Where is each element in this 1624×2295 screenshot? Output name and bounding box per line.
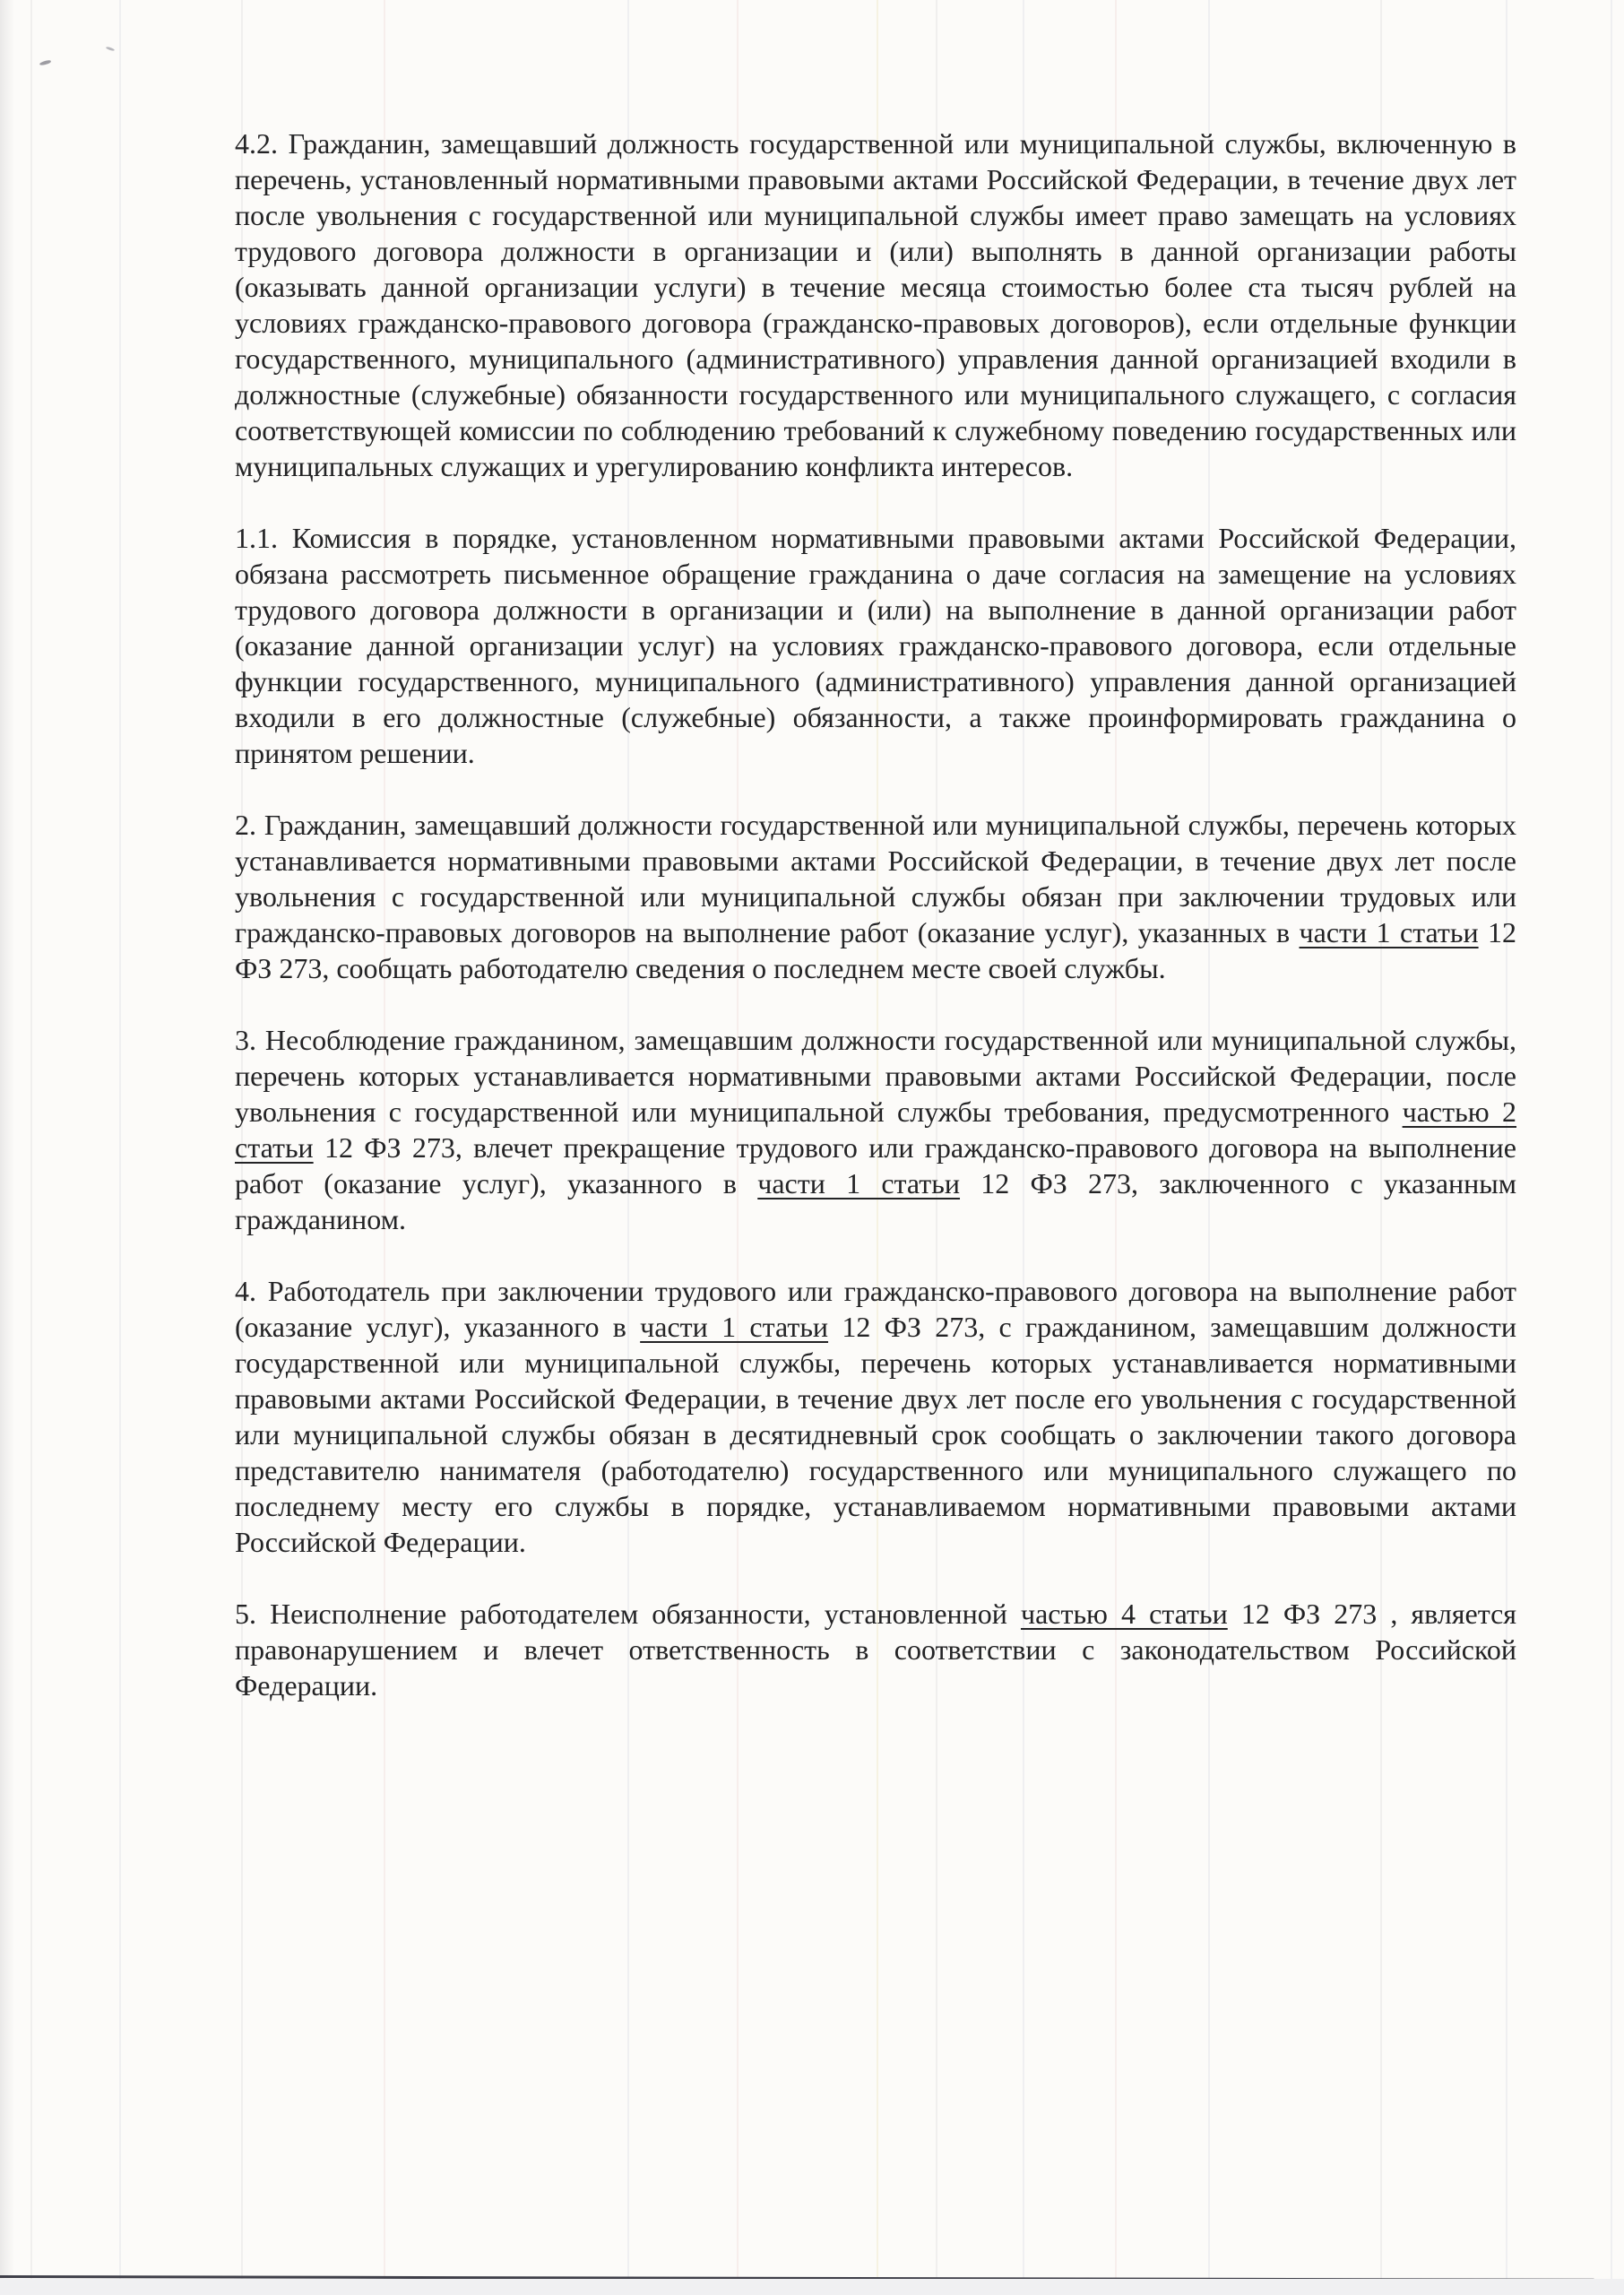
- scan-edge-shadow: [0, 0, 14, 2295]
- text-segment: 12 ФЗ 273, заключенного с указанным гражданином.: [235, 1167, 1517, 1235]
- text-segment: 5. Неисполнение работодателем обязанности, установленной: [235, 1598, 1021, 1630]
- paragraph-5: [235, 1596, 1516, 1703]
- text-segment: 12 ФЗ 273, сообщать работодателю сведения о последнем месте своей службы.: [235, 916, 1517, 984]
- scan-streak: [1611, 0, 1612, 2295]
- text-segment: 3. Несоблюдение гражданином, замещавшим должности государственной или муниципальной службы, перечень которых устанавливается нормативными правовыми актами Российской Федерации, после увольнения с государственной или муниципальной службы требования, предусмотренного: [235, 1024, 1516, 1128]
- underlined-law-reference: части 1 статьи: [757, 1167, 961, 1199]
- text-segment: 4. Работодатель при заключении трудового или гражданско-правового договора на выполнение работ (оказание услуг), указанного в: [235, 1275, 1516, 1343]
- text-segment: 12 ФЗ 273, влечет прекращение трудового или гражданско-правового договора на выполнение работ (оказание услуг), указанного в: [235, 1131, 1516, 1199]
- text-segment: 2. Гражданин, замещавший должности государственной или муниципальной службы, перечень которых устанавливается нормативными правовыми актами Российской Федерации, в течение двух лет после увольнения с государственной или муниципальной службы обязан при заключении трудовых или гражданско-правовых договоров на выполнение работ (оказание услуг), указанных в: [235, 809, 1516, 948]
- underlined-law-reference: части 1 статьи: [640, 1311, 829, 1343]
- scan-bed-area: [0, 2279, 1624, 2295]
- paragraph-1-1: [235, 520, 1516, 771]
- text-segment: 12 ФЗ 273 , является правонарушением и влечет ответственность в соответствии с законодательством Российской Федерации.: [235, 1598, 1517, 1702]
- underlined-law-reference: части 1 статьи: [1299, 916, 1479, 948]
- scan-streak: [119, 0, 121, 2295]
- paragraph-4: [235, 1273, 1516, 1560]
- paragraph-2: [235, 807, 1516, 986]
- ink-speck: [39, 59, 52, 65]
- text-segment: 12 ФЗ 273, с гражданином, замещавшим должности государственной или муниципальной службы, перечень которых устанавливается нормативными правовыми актами Российской Федерации, в течение двух лет после его увольнения с государственной или муниципальной службы обязан в десятидневный срок сообщать о заключении такого договора представителю нанимателя (работодателю) государственного или муниципального служащего по последнему месту его службы в порядке, устанавливаемом нормативными правовыми актами Российской Федерации.: [235, 1311, 1517, 1558]
- text-segment: 1.1. Комиссия в порядке, установленном нормативными правовыми актами Российской Федерации, обязана рассмотреть письменное обращение гражданина о даче согласия на замещение на условиях трудового договора должности в организации и (или) на выполнение в данной организации работ (оказание данной организации услуг) на условиях гражданско-правового договора, если отдельные функции государственного, муниципального (административного) управления данной организацией входили в его должностные (служебные) обязанности, а также проинформировать гражданина о принятом решении.: [235, 522, 1516, 769]
- scan-streak: [30, 0, 32, 2295]
- ink-speck: [106, 47, 115, 52]
- document-body: [235, 126, 1516, 1703]
- paragraph-4-2: [235, 126, 1516, 484]
- paragraph-3: [235, 1022, 1516, 1237]
- text-segment: 4.2. Гражданин, замещавший должность государственной или муниципальной службы, включенную в перечень, установленный нормативными правовыми актами Российской Федерации, в течение двух лет после увольнения с государственной или муниципальной службы имеет право замещать на условиях трудового договора должности в организации и (или) выполнять в данной организации работы (оказывать данной организации услуги) в течение месяца стоимостью более ста тысяч рублей на условиях гражданско-правового договора (гражданско-правовых договоров), если отдельные функции государственного, муниципального (административного) управления данной организацией входили в должностные (служебные) обязанности государственного или муниципального служащего, с согласия соответствующей комиссии по соблюдению требований к служебному поведению государственных или муниципальных служащих и урегулированию конфликта интересов.: [235, 127, 1516, 482]
- underlined-law-reference: частью 2 статьи: [235, 1096, 1517, 1164]
- underlined-law-reference: частью 4 статьи: [1020, 1598, 1228, 1630]
